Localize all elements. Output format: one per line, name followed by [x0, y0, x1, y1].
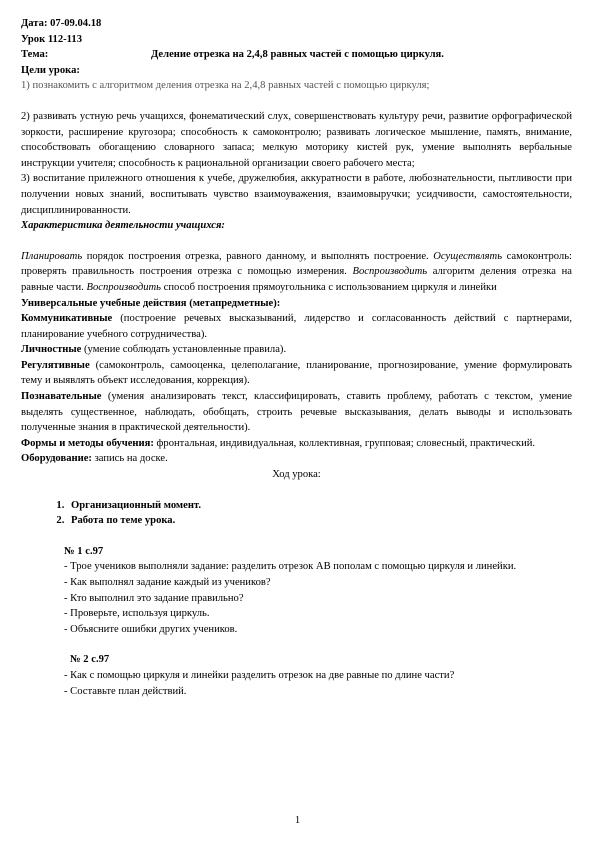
uud-label: Личностные [21, 344, 82, 356]
uud-heading: Универсальные учебные действия (метапредметные): [21, 297, 281, 309]
page-number: 1 [294, 815, 301, 826]
forms-and-methods [21, 436, 572, 452]
lesson-flow-heading: Ход урока: [272, 469, 321, 481]
activity-text-2: самоконтроль: проверять правильность построения отрезка с помощью измерения. [21, 250, 572, 278]
uud-text: (умения анализировать текст, классифицировать, ставить проблему, работать с текстом, умение выделять существенное, наблюдать, обобщать, строить речевые высказывания, делать выводы и использовать полученные знания в практической деятельности). [21, 391, 572, 434]
task-2 [21, 652, 572, 699]
lesson-steps [21, 498, 572, 529]
activity-paragraph [21, 249, 572, 296]
task-1 [21, 544, 572, 638]
document-page [21, 16, 572, 699]
uud-text: (умение соблюдать установленные правила). [81, 344, 287, 356]
goal-1: 1) познакомить с алгоритмом деления отрезка на 2,4,8 равных частей с помощью циркуля; [21, 80, 430, 92]
uud-label: Познавательные [21, 391, 102, 403]
step-item: 1. Организационный момент. [67, 498, 572, 514]
equipment-text: запись на доске. [91, 453, 168, 465]
uud-personal [21, 342, 572, 358]
activity-verb-4: Воспроизводить [86, 281, 162, 293]
uud-regulatory [21, 358, 572, 389]
topic-title: Деление отрезка на 2,4,8 равных частей с помощью циркуля. [151, 49, 444, 61]
uud-cognitive [21, 389, 572, 436]
uud-label: Коммуникативные [21, 313, 113, 325]
goal-2: 2) развивать устную речь учащихся, фонематический слух, совершенствовать культуру речи, развитие орфографической зоркости, расширение кругозора; способность к самоконтролю; развивать логическое мышление, память, внимание, способствовать обогащению словарного запаса; мелкую моторику кистей рук, умение выполнять вербальные инструкции учителя; способность к рациональной организации своего рабочего места; [21, 110, 572, 169]
task-1-title: № 1 с.97 [64, 545, 104, 557]
activity-verb-1: Планировать [21, 250, 83, 262]
goals-heading: Цели урока: [21, 64, 80, 76]
task-2-line: - Как с помощью циркуля и линейки разделить отрезок на две равные по длине части? [64, 669, 455, 681]
topic-label: Тема: [21, 49, 49, 61]
goal-3: 3) воспитание прилежного отношения к учебе, дружелюбия, аккуратности в работе, любознательности, пытливости при получении новых знаний, воспитывать чувство взаимоуважения, взаимовыручки; усидчивости, самостоятельности, дисциплинированности. [21, 173, 572, 216]
uud-text: (построение речевых высказываний, лидерство и согласованность действий с партнерами, планирование учебного сотрудничества). [21, 313, 572, 340]
equipment [21, 451, 572, 467]
activity-verb-3: Воспроизводить [352, 266, 428, 278]
equipment-label: Оборудование: [21, 453, 92, 465]
activity-text-1: порядок построения отрезка, равного данному, и выполнять построение. [82, 250, 434, 262]
task-2-title: № 2 с.97 [70, 654, 110, 666]
uud-communicative [21, 311, 572, 342]
activity-verb-2: Осуществлять [433, 250, 503, 262]
task-1-line: - Проверьте, используя циркуль. [64, 608, 210, 620]
task-2-line: - Составьте план действий. [64, 685, 187, 697]
task-1-line: - Объясните ошибки других учеников. [64, 623, 238, 635]
forms-text: фронтальная, индивидуальная, коллективная, групповая; словесный, практический. [153, 437, 536, 449]
task-1-line: - Трое учеников выполняли задание: разделить отрезок АВ пополам с помощью циркуля и линейки. [64, 561, 517, 573]
date-line: Дата: 07-09.04.18 [21, 18, 102, 29]
uud-label: Регулятивные [21, 359, 90, 371]
lesson-number: Урок 112-113 [21, 33, 82, 45]
activity-text-3: алгоритм деления отрезка на равные части. [21, 266, 572, 293]
topic-row [21, 47, 572, 63]
activity-text-4: способ построения прямоугольника с использованием циркуля и линейки [161, 281, 497, 293]
step-item: 2. Работа по теме урока. [67, 513, 572, 529]
task-1-line: - Кто выполнил это задание правильно? [64, 592, 244, 604]
forms-label: Формы и методы обучения: [21, 437, 154, 449]
task-1-line: - Как выполнял задание каждый из учеников? [64, 577, 271, 588]
uud-text: (самоконтроль, самооценка, целеполагание, планирование, прогнозирование, умение формулировать тему и выявлять объект исследования, коррекция). [21, 359, 572, 387]
activity-heading: Характеристика деятельности учащихся: [21, 220, 225, 232]
